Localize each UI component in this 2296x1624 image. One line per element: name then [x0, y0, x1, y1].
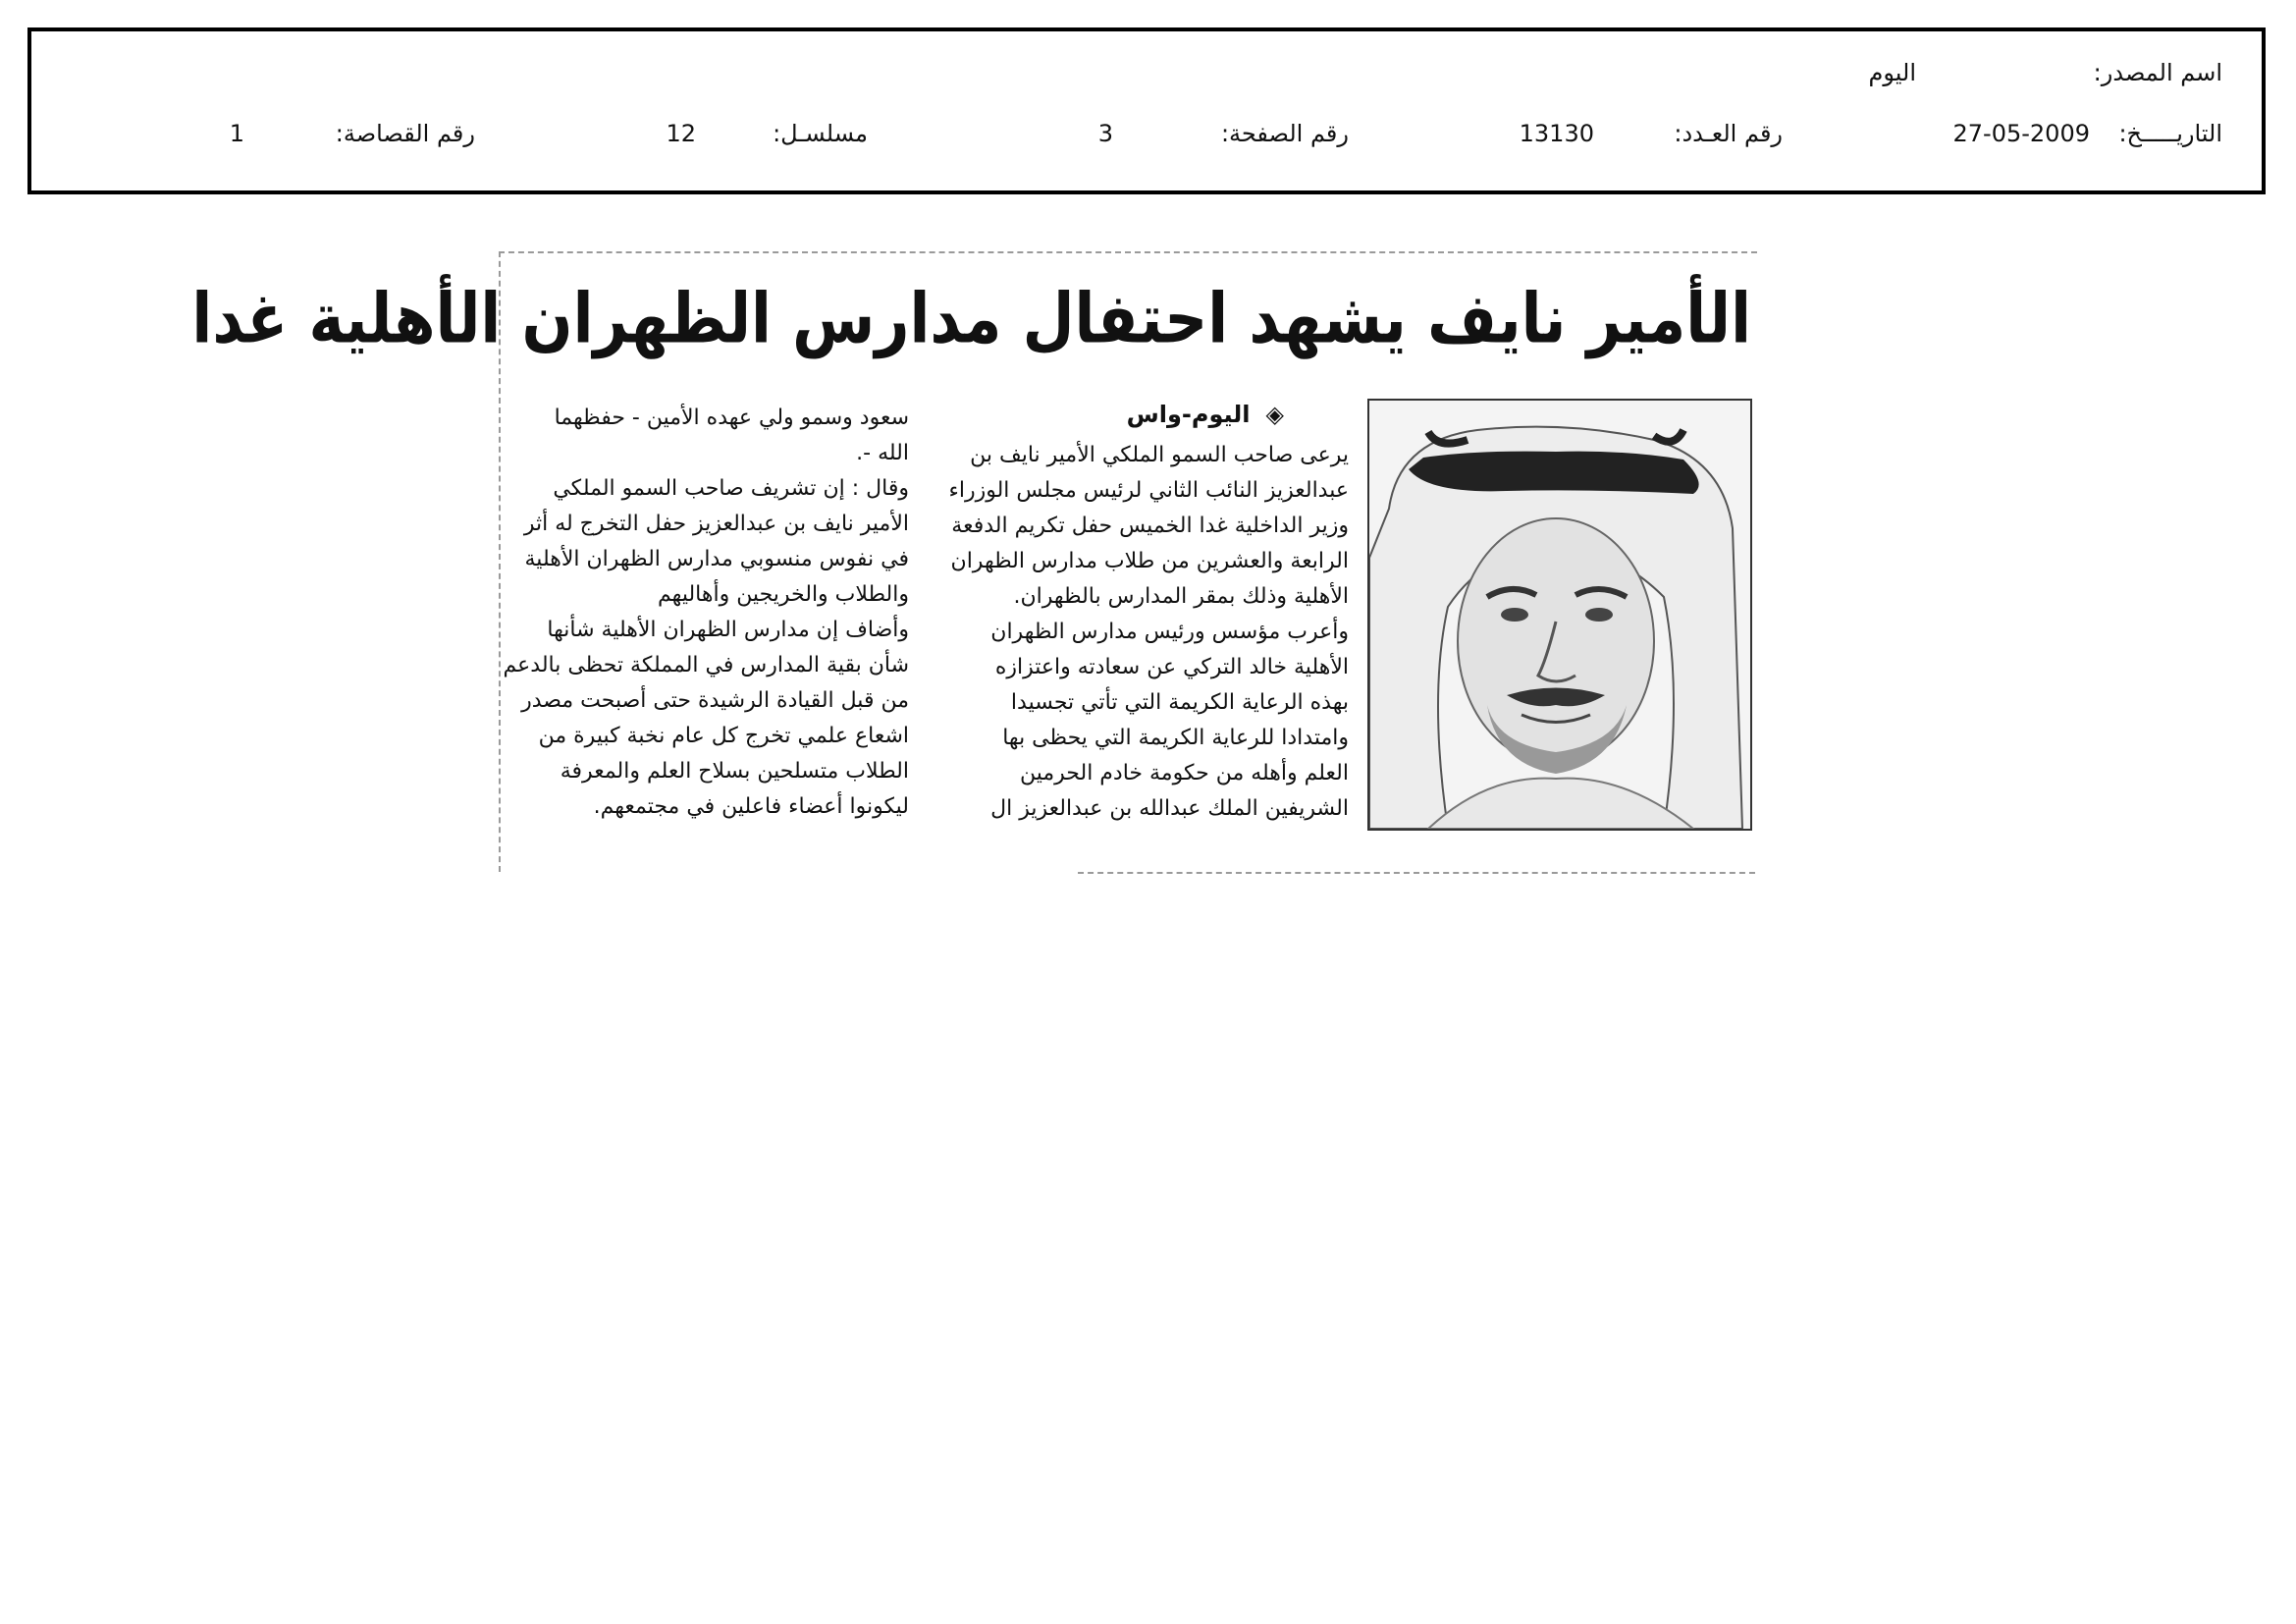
serial-label: مسلسـل: — [773, 120, 868, 147]
article-headline: الأمير نايف يشهد احتفال مدارس الظهران الأهلية غدا — [191, 279, 1751, 359]
column-line: الشريفين الملك عبدالله بن عبدالعزيز ال — [990, 796, 1349, 821]
column-line: يرعى صاحب السمو الملكي الأمير نايف بن — [970, 443, 1349, 467]
column-line: والطلاب والخريجين وأهاليهم — [658, 582, 909, 607]
portrait-photo — [1367, 399, 1752, 831]
date-value: 27-05-2009 — [1952, 120, 2090, 147]
clip-border-top — [499, 251, 1757, 253]
column-line: وقال : إن تشريف صاحب السمو الملكي — [553, 476, 909, 501]
clip-value: 1 — [229, 120, 244, 147]
serial-value: 12 — [666, 120, 696, 147]
column-line: وأعرب مؤسس ورئيس مدارس الظهران — [990, 620, 1349, 644]
column-line: وزير الداخلية غدا الخميس حفل تكريم الدفعة — [951, 514, 1349, 538]
column-line: بهذه الرعاية الكريمة التي تأتي تجسيدا — [1010, 690, 1349, 715]
clipping-header-box — [27, 27, 2266, 194]
clip-border-bottom — [1078, 872, 1755, 874]
column-line: الله -. — [856, 441, 909, 465]
column-line: اشعاع علمي تخرج كل عام نخبة كبيرة من — [538, 724, 909, 748]
clip-label: رقم القصاصة: — [335, 120, 475, 147]
article-column-right — [936, 438, 1349, 827]
newspaper-clipping — [191, 251, 1757, 875]
column-line: الأهلية وذلك بمقر المدارس بالظهران. — [1013, 584, 1349, 609]
date-label: التاريـــــخ: — [2118, 120, 2222, 147]
article-column-left — [503, 401, 909, 825]
column-line: عبدالعزيز النائب الثاني لرئيس مجلس الوزراء — [948, 478, 1349, 503]
page-label: رقم الصفحة: — [1220, 120, 1349, 147]
article-byline — [1127, 401, 1284, 428]
column-line: ليكونوا أعضاء فاعلين في مجتمعهم. — [593, 794, 909, 819]
column-line: وامتدادا للرعاية الكريمة التي يحظى بها — [1002, 726, 1349, 750]
column-line: شأن بقية المدارس في المملكة تحظى بالدعم — [503, 653, 909, 677]
source-value: اليوم — [1868, 59, 1916, 86]
byline-text: اليوم-واس — [1126, 401, 1251, 428]
column-line: الطلاب متسلحين بسلاح العلم والمعرفة — [560, 759, 909, 784]
column-line: الأمير نايف بن عبدالعزيز حفل التخرج له أثر — [523, 512, 909, 536]
column-line: العلم وأهله من حكومة خادم الحرمين — [1019, 761, 1349, 785]
column-line: في نفوس منسوبي مدارس الظهران الأهلية — [524, 547, 909, 571]
page-value: 3 — [1097, 120, 1113, 147]
column-line: الأهلية خالد التركي عن سعادته واعتزازه — [994, 655, 1349, 679]
issue-label: رقم العـدد: — [1674, 120, 1783, 147]
column-line: سعود وسمو ولي عهده الأمين - حفظهما — [554, 406, 909, 430]
column-line: وأضاف إن مدارس الظهران الأهلية شأنها — [547, 618, 909, 642]
source-label: اسم المصدر: — [2093, 59, 2222, 86]
column-line: الرابعة والعشرين من طلاب مدارس الظهران — [950, 549, 1349, 573]
diamond-arrow-icon: ◈ — [1265, 401, 1284, 428]
column-line: من قبل القيادة الرشيدة حتى أصبحت مصدر — [521, 688, 909, 713]
issue-value: 13130 — [1519, 120, 1594, 147]
